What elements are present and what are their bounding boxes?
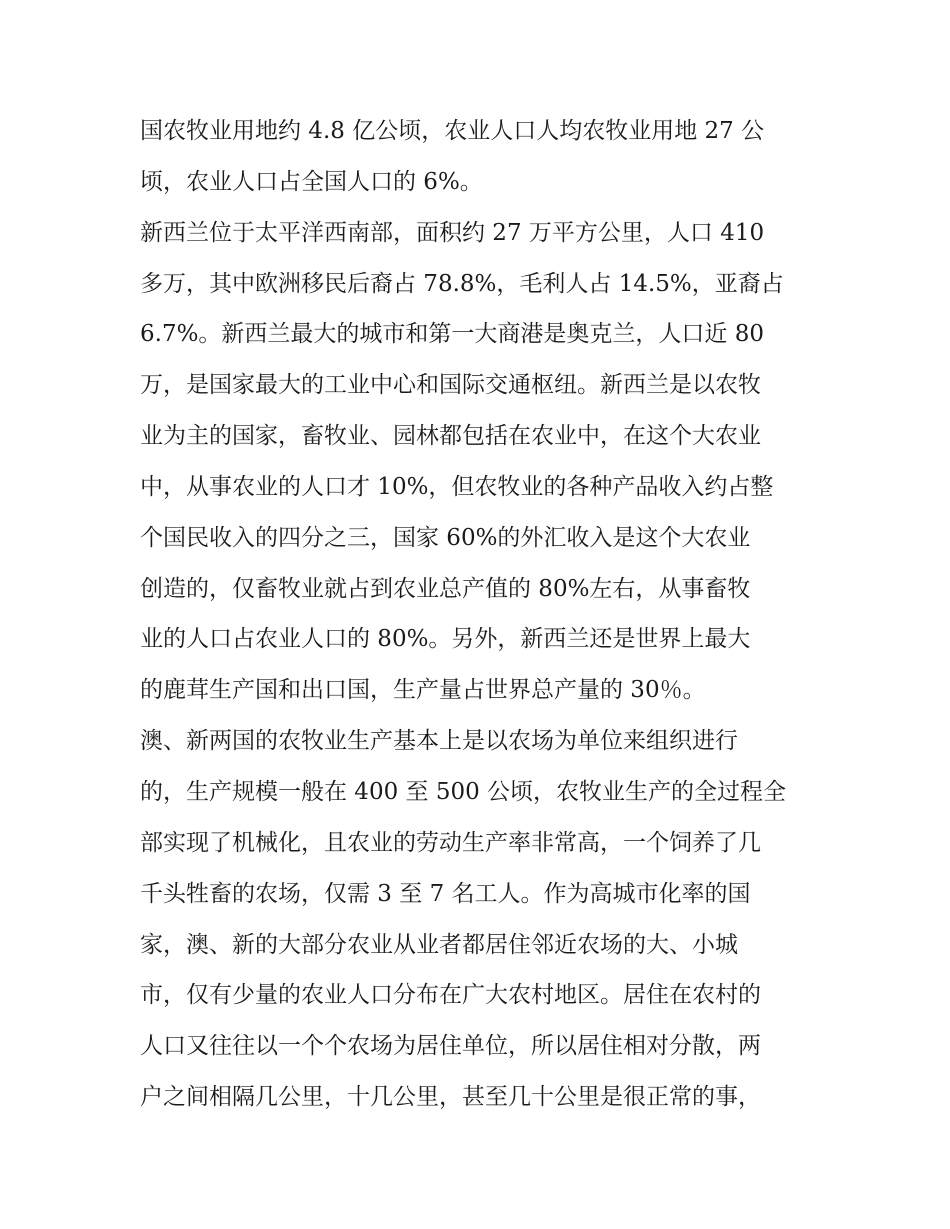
text-line: 市，仅有少量的农业人口分布在广大农村地区。居住在农村的 [140,982,761,1009]
text-line: 业的人口占农业人口的 80%。另外，新西兰还是世界上最大 [140,626,751,653]
text-line: 人口又往往以一个个农场为居住单位，所以居住相对分散，两 [140,1033,761,1060]
text-line: 户之间相隔几公里，十几公里，甚至几十公里是很正常的事， [140,1084,761,1111]
text-line: 顷，农业人口占全国人口的 6%。 [140,168,483,195]
text-line: 澳、新两国的农牧业生产基本上是以农场为单位来组织进行 [140,728,738,755]
text-line: 家，澳、新的大部分农业从业者都居住邻近农场的大、小城 [140,931,738,958]
text-line: 中，从事农业的人口才 10%，但农牧业的各种产品收入约占整 [140,473,774,500]
text-line: 业为主的国家，畜牧业、园林都包括在农业中，在这个大农业 [140,423,761,450]
text-line: 千头牲畜的农场，仅需 3 至 7 名工人。作为高城市化率的国 [140,880,751,907]
text-line: 国农牧业用地约 4.8 亿公顷，农业人口人均农牧业用地 27 公 [140,118,765,144]
text-line: 个国民收入的四分之三，国家 60%的外汇收入是这个大农业 [140,524,751,551]
text-line: 部实现了机械化，且农业的劳动生产率非常高，一个饲养了几 [140,829,761,856]
text-line: 的，生产规模一般在 400 至 500 公顷，农牧业生产的全过程全 [140,778,787,805]
text-line: 6.7%。新西兰最大的城市和第一大商港是奥克兰，人口近 80 [140,321,765,348]
text-line: 创造的，仅畜牧业就占到农业总产值的 80%左右，从事畜牧 [140,575,751,602]
text-line: 万，是国家最大的工业中心和国际交通枢纽。新西兰是以农牧 [140,372,761,399]
text-line: 新西兰位于太平洋西南部，面积约 27 万平方公里，人口 410 [140,219,765,246]
body-text [140,110,820,1127]
text-line: 的鹿茸生产国和出口国，生产量占世界总产量的 30％。 [140,677,706,704]
text-line: 多万，其中欧洲移民后裔占 78.8%，毛利人占 14.5%，亚裔占 [140,270,784,297]
